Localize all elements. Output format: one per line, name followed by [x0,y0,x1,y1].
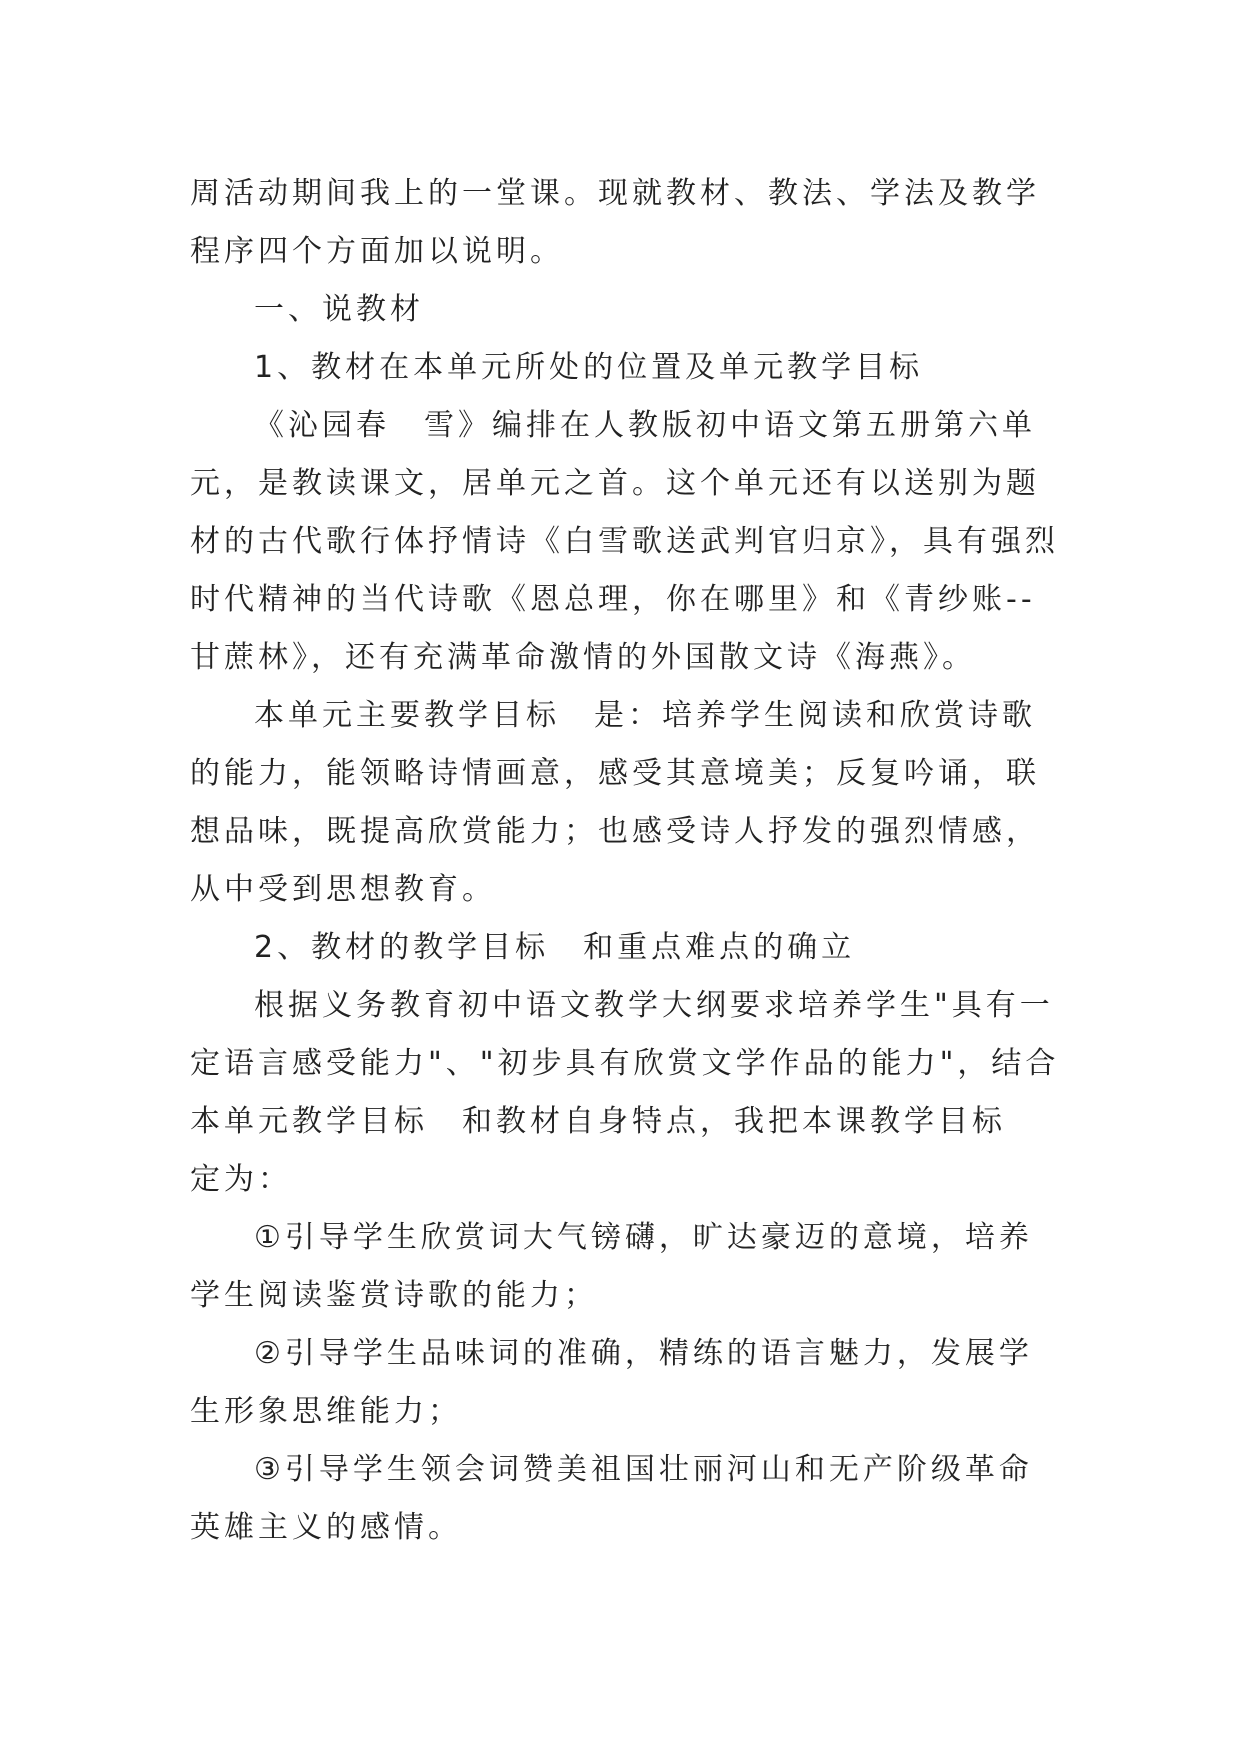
subheading-unit-position: 1、教材在本单元所处的位置及单元教学目标 [254,350,924,385]
paragraph-syllabus-basis: 根据义务教育初中语文教学大纲要求培养学生"具有一定语言感受能力"、"初步具有欣赏文学作品的能力"，结合本单元教学目标 和教材自身特点，我把本课教学目标 定为： [190,988,1060,1197]
goal-item-1: ①引导学生欣赏词大气镑礴，旷达豪迈的意境，培养学生阅读鉴赏诗歌的能力； [190,1220,1033,1313]
paragraph-intro-continuation: 周活动期间我上的一堂课。现就教材、教法、学法及教学程序四个方面加以说明。 [190,176,1040,269]
paragraph-unit-arrangement: 《沁园春 雪》编排在人教版初中语文第五册第六单元，是教读课文，居单元之首。这个单元还有以送别为题材的古代歌行体抒情诗《白雪歌送武判官归京》，具有强烈时代精神的当代诗歌《恩总理，你在哪里》和《青纱账--甘蔗林》，还有充满革命激情的外国散文诗《海燕》。 [190,408,1059,675]
section-heading-textbook: 一、说教材 [254,292,424,327]
goal-item-3: ③引导学生领会词赞美祖国壮丽河山和无产阶级革命英雄主义的感情。 [190,1452,1033,1545]
document-body [190,165,1060,1557]
paragraph-unit-goals: 本单元主要教学目标 是：培养学生阅读和欣赏诗歌的能力，能领略诗情画意，感受其意境美；反复吟诵，联想品味，既提高欣赏能力；也感受诗人抒发的强烈情感，从中受到思想教育。 [190,698,1040,907]
subheading-lesson-goals: 2、教材的教学目标 和重点难点的确立 [254,930,856,965]
goal-item-2: ②引导学生品味词的准确，精练的语言魅力，发展学生形象思维能力； [190,1336,1033,1429]
